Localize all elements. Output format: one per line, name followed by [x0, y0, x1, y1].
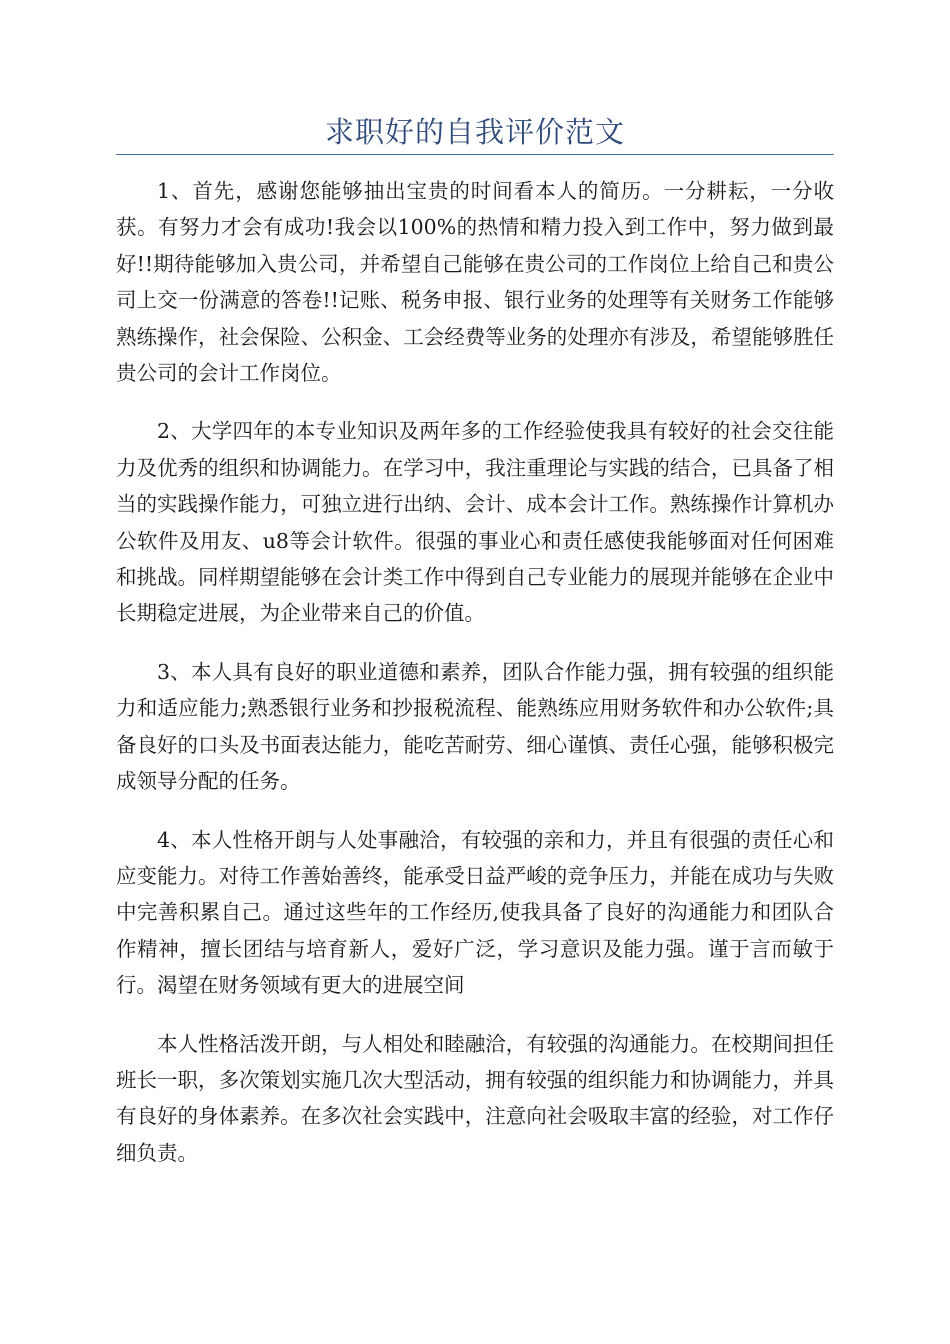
paragraph-4: 4、本人性格开朗与人处事融洽，有较强的亲和力，并且有很强的责任心和应变能力。对待工作善始善终，能承受日益严峻的竞争压力，并能在成功与失败中完善积累自己。通过这些年的工作经历,使我具备了良好的沟通能力和团队合作精神，擅长团结与培育新人，爱好广泛，学习意识及能力强。谨于言而敏于行。渴望在财务领域有更大的进展空间 [116, 827, 834, 998]
paragraph-2: 2、大学四年的本专业知识及两年多的工作经验使我具有较好的社会交往能力及优秀的组织和协调能力。在学习中，我注重理论与实践的结合，已具备了相当的实践操作能力，可独立进行出纳、会计、成本会计工作。熟练操作计算机办公软件及用友、u8等会计软件。很强的事业心和责任感使我能够面对任何困难和挑战。同样期望能够在会计类工作中得到自己专业能力的展现并能够在企业中长期稳定进展，为企业带来自己的价值。 [116, 419, 834, 626]
title-underline [116, 154, 834, 155]
document-title: 求职好的自我评价范文 [324, 115, 625, 149]
paragraph-5: 本人性格活泼开朗，与人相处和睦融洽，有较强的沟通能力。在校期间担任班长一职，多次策划实施几次大型活动，拥有较强的组织能力和协调能力，并具有良好的身体素养。在多次社会实践中，注意向社会吸取丰富的经验，对工作仔细负责。 [116, 1031, 834, 1165]
paragraph-3: 3、本人具有良好的职业道德和素养，团队合作能力强，拥有较强的组织能力和适应能力;熟悉银行业务和抄报税流程、能熟练应用财务软件和办公软件;具备良好的口头及书面表达能力，能吃苦耐劳、细心谨慎、责任心强，能够积极完成领导分配的任务。 [116, 659, 834, 794]
paragraph-1: 1、首先，感谢您能够抽出宝贵的时间看本人的简历。一分耕耘，一分收获。有努力才会有成功!我会以100%的热情和精力投入到工作中，努力做到最好!!期待能够加入贵公司，并希望自己能够在贵公司的工作岗位上给自己和贵公司上交一份满意的答卷!!记账、税务申报、银行业务的处理等有关财务工作能够熟练操作，社会保险、公积金、工会经费等业务的处理亦有涉及，希望能够胜任贵公司的会计工作岗位。 [116, 179, 834, 386]
document-body [116, 173, 834, 1193]
